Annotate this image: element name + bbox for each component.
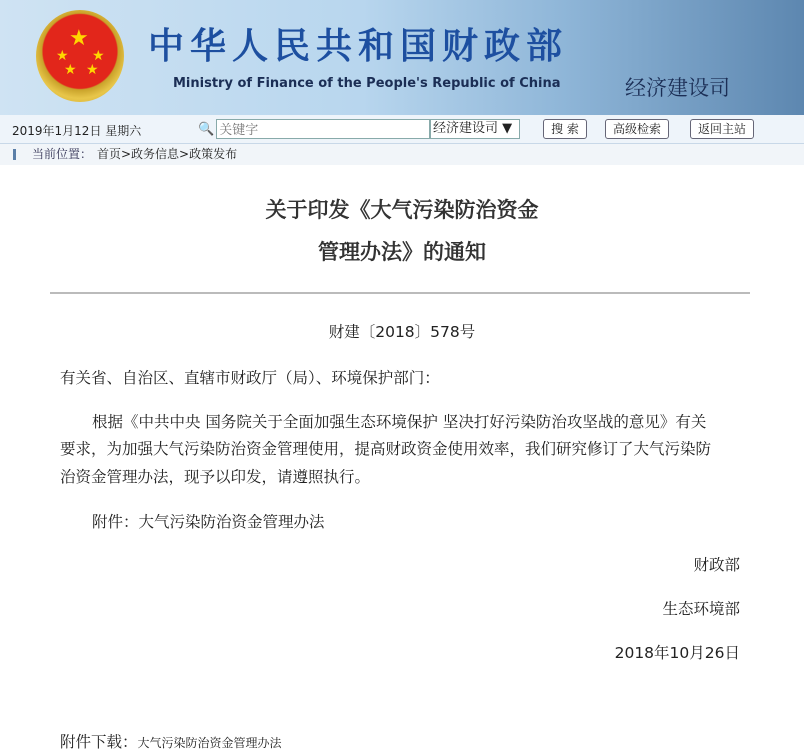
search-icon: 🔍: [198, 121, 215, 137]
body-line: 治资金管理办法，现予以印发，请遵照执行。: [60, 468, 371, 486]
department-name: 经济建设司: [625, 76, 730, 100]
current-date: 2019年1月12日 星期六: [12, 124, 142, 138]
return-home-button[interactable]: 返回主站: [690, 119, 754, 139]
breadcrumb-label: 当前位置：: [32, 147, 93, 161]
body-line: 根据《中共中央 国务院关于全面加强生态环境保护 坚决打好污染防治攻坚战的意见》有关: [92, 413, 707, 431]
body-line: 要求，为加强大气污染防治资金管理使用，提高财政资金使用效率，我们研究修订了大气污染防: [60, 440, 712, 458]
divider: [50, 292, 750, 294]
breadcrumb-marker-icon: [13, 149, 16, 160]
site-title: 中华人民共和国财政部: [148, 26, 569, 67]
attachment-note: 附件：大气污染防治资金管理办法: [92, 513, 325, 531]
search-button[interactable]: 搜 索: [543, 119, 587, 139]
site-title-english: Ministry of Finance of the People's Republic of China: [173, 76, 561, 91]
breadcrumb: [0, 144, 804, 165]
toolbar: [0, 115, 804, 144]
advanced-search-button[interactable]: 高级检索: [605, 119, 669, 139]
document-number: 财建〔2018〕578号: [328, 323, 476, 341]
issue-date: 2018年10月26日: [614, 644, 740, 662]
breadcrumb-path[interactable]: 首页>政务信息>政策发布: [97, 147, 238, 161]
site-header: [0, 0, 804, 115]
national-emblem-icon: ★ ★ ★ ★ ★: [36, 10, 124, 102]
recipients: 有关省、自治区、直辖市财政厅（局）、环境保护部门：: [60, 369, 440, 387]
signatory-1: 财政部: [693, 556, 740, 574]
download-link[interactable]: 大气污染防治资金管理办法: [137, 736, 282, 750]
article-title-line2: 管理办法》的通知: [318, 240, 486, 264]
search-input[interactable]: [216, 119, 430, 139]
scope-select[interactable]: 经济建设司 ▼: [430, 119, 520, 139]
signatory-2: 生态环境部: [662, 600, 740, 618]
article-title-line1: 关于印发《大气污染防治资金: [265, 198, 539, 222]
download-label: 附件下载：: [60, 733, 138, 751]
